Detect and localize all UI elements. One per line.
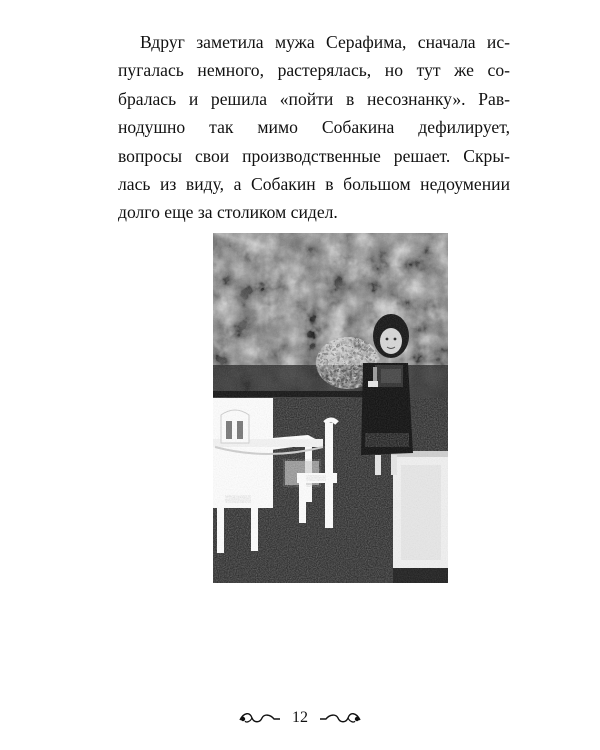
paragraph-line: нодушно так мимо Собакина дефилирует,: [118, 117, 510, 138]
doll-scene-photo: [213, 233, 448, 583]
paragraph-line: долго еще за столиком сидел.: [118, 202, 338, 223]
page-number: 12: [292, 709, 308, 726]
body-paragraph: [118, 28, 510, 227]
flourish-right-icon: [318, 710, 362, 726]
flourish-left-icon: [238, 710, 282, 726]
paragraph-line: вопросы свои производственные решает. Скры-: [118, 145, 510, 166]
paragraph-line: бралась и решила «пойти в несознанку». Рав-: [118, 88, 510, 109]
paragraph-line: пугалась немного, растерялась, но тут же со-: [118, 60, 510, 81]
page-footer: [0, 706, 600, 730]
paragraph-line: Вдруг заметила мужа Серафима, сначала ис-: [140, 32, 510, 52]
paragraph-line: лась из виду, а Собакин в большом недоумении: [118, 174, 510, 195]
